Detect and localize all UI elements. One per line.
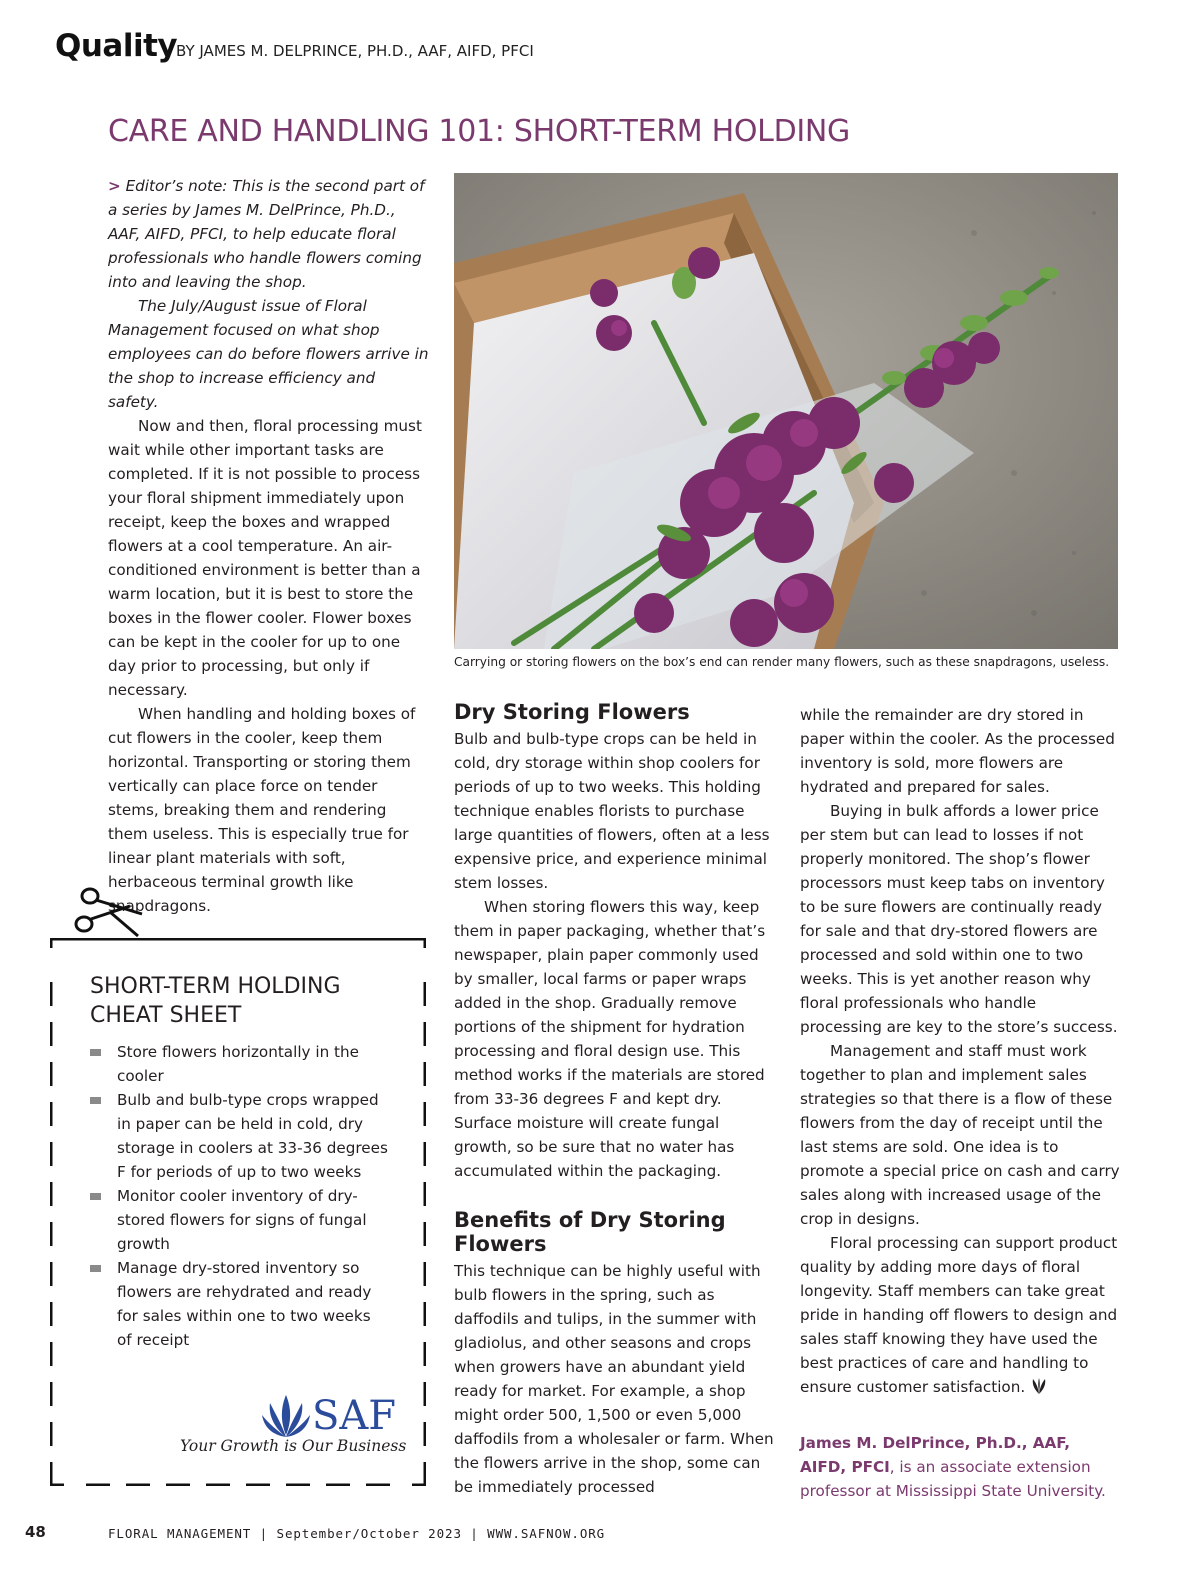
body-paragraph: Buying in bulk affords a lower price per stem but can lead to losses if not properly monitored. The shop’s flower processors must keep tabs on inventory to be sure flowers are continually ready for sale and that dry-stored flowers are processed and sold within one to two weeks. This is yet another reason why floral professionals who handle processing are key to the store’s success.: [800, 802, 1118, 1036]
saf-tagline: Your Growth is Our Business: [180, 1437, 407, 1455]
body-paragraph: Management and staff must work together to plan and implement sales strategies so that there is a flow of these flowers from the day of receipt until the last stems are sold. One idea is to promote a special price on cash and carry sales along with increased usage of the crop in designs.: [800, 1042, 1120, 1228]
bullet-icon: [90, 1265, 101, 1272]
body-paragraph: while the remainder are dry stored in paper within the cooler. As the processed inventory is sold, more flowers are hydrated and prepared for sales.: [800, 706, 1115, 796]
cheat-sheet-title-line1: SHORT-TERM HOLDING: [90, 974, 341, 999]
editors-note-2: The July/August issue of Floral Management focused on what shop employees can do before flowers arrive in the shop to increase efficiency and safety.: [108, 297, 429, 411]
right-column: [800, 703, 1120, 1503]
cheat-sheet-title-line2: CHEAT SHEET: [90, 1003, 242, 1028]
list-item-text: Store flowers horizontally in the cooler: [117, 1043, 359, 1085]
snapdragons-in-box-photo: [454, 173, 1118, 649]
editors-note-text: Editor’s note: This is the second part of a series by James M. DelPrince, Ph.D., AAF, AIFD, PFCI, to help educate floral professionals who handle flowers coming into and leaving the shop.: [108, 177, 425, 291]
footer-text: FLORAL MANAGEMENT | September/October 2023 | WWW.SAFNOW.ORG: [108, 1526, 606, 1541]
list-item: [90, 1184, 390, 1256]
page-number: 48: [25, 1523, 46, 1541]
bullet-icon: [90, 1049, 101, 1056]
author-bio-text: , is an associate extension professor at Mississippi State University.: [800, 1458, 1106, 1500]
list-item: [90, 1088, 390, 1184]
list-item-text: Manage dry-stored inventory so flowers are rehydrated and ready for sales within one to two weeks of receipt: [117, 1259, 372, 1349]
cheat-sheet-list: [90, 1040, 390, 1352]
article-title: CARE AND HANDLING 101: SHORT-TERM HOLDING: [108, 114, 851, 149]
saf-wordmark: SAF: [312, 1393, 397, 1439]
middle-column: [454, 700, 776, 1499]
arrow-icon: >: [108, 177, 121, 195]
body-paragraph: This technique can be highly useful with bulb flowers in the spring, such as daffodils and tulips, in the summer with gladiolus, and other seasons and crops when growers have an abundant yield ready for market. For example, a shop might order 500, 1,500 or even 5,000 daffodils from a wholesaler or farm. When the flowers arrive in the shop, some can be immediately processed: [454, 1262, 774, 1496]
author-name: James M. DelPrince, Ph.D., AAF, AIFD, PFCI: [800, 1434, 1070, 1476]
left-column: [108, 174, 430, 918]
list-item: [90, 1256, 390, 1352]
editors-note: [108, 174, 430, 294]
section-label: Quality: [55, 28, 178, 64]
bullet-icon: [90, 1193, 101, 1200]
subheading-benefits-text: Benefits of Dry Storing Flowers: [454, 1208, 726, 1256]
subheading-dry-storing: Dry Storing Flowers: [454, 700, 690, 724]
author-bio: [800, 1431, 1120, 1503]
list-item-text: Bulb and bulb-type crops wrapped in paper can be held in cold, dry storage in coolers at 33-36 degrees F for periods of up to two weeks: [117, 1091, 388, 1181]
closing-paragraph-text: Floral processing can support product quality by adding more days of floral longevity. Staff members can take great pride in handing off flowers to design and sales staff knowing they have used the best practices of care and handling to ensure customer satisfaction.: [800, 1234, 1118, 1396]
article-photo: [454, 173, 1118, 649]
photo-caption: Carrying or storing flowers on the box’s end can render many flowers, such as these snapdragons, useless.: [454, 655, 1110, 669]
bullet-icon: [90, 1097, 101, 1104]
list-item-text: Monitor cooler inventory of dry-stored flowers for signs of fungal growth: [117, 1187, 367, 1253]
intro-paragraph: Now and then, floral processing must wait while other important tasks are completed. If it is not possible to process your floral shipment immediately upon receipt, keep the boxes and wrapped flowers at a cool temperature. An air-conditioned environment is better than a warm location, but it is best to store the boxes in the flower cooler. Flower boxes can be kept in the cooler for up to one day prior to processing, but only if necessary.: [108, 417, 422, 699]
body-paragraph: When storing flowers this way, keep them in paper packaging, whether that’s newspaper, plain paper commonly used by smaller, local farms or paper wraps added in the shop. Gradually remove portions of the shipment for hydration processing and floral design use. This method works if the materials are stored from 33-36 degrees F and kept dry. Surface moisture will create fungal growth, so be sure that no water has accumulated within the packaging.: [454, 898, 766, 1180]
list-item: [90, 1040, 390, 1088]
subheading-benefits: [454, 1208, 776, 1256]
end-mark-icon: [1030, 1377, 1048, 1395]
byline: BY JAMES M. DELPRINCE, PH.D., AAF, AIFD, PFCI: [176, 42, 534, 60]
closing-paragraph: [800, 1231, 1120, 1399]
body-paragraph: Bulb and bulb-type crops can be held in cold, dry storage within shop coolers for periods of up to two weeks. This holding technique enables florists to purchase large quantities of flowers, often at a less expensive price, and experience minimal stem losses.: [454, 730, 770, 892]
scissors-icon: [70, 886, 146, 942]
intro-paragraph: When handling and holding boxes of cut flowers in the cooler, keep them horizontal. Transporting or storing them vertically can place force on tender stems, breaking them and rendering them useless. This is especially true for linear plant materials with soft, herbaceous terminal growth like snapdragons.: [108, 705, 416, 915]
cheat-sheet-title: [90, 972, 390, 1030]
